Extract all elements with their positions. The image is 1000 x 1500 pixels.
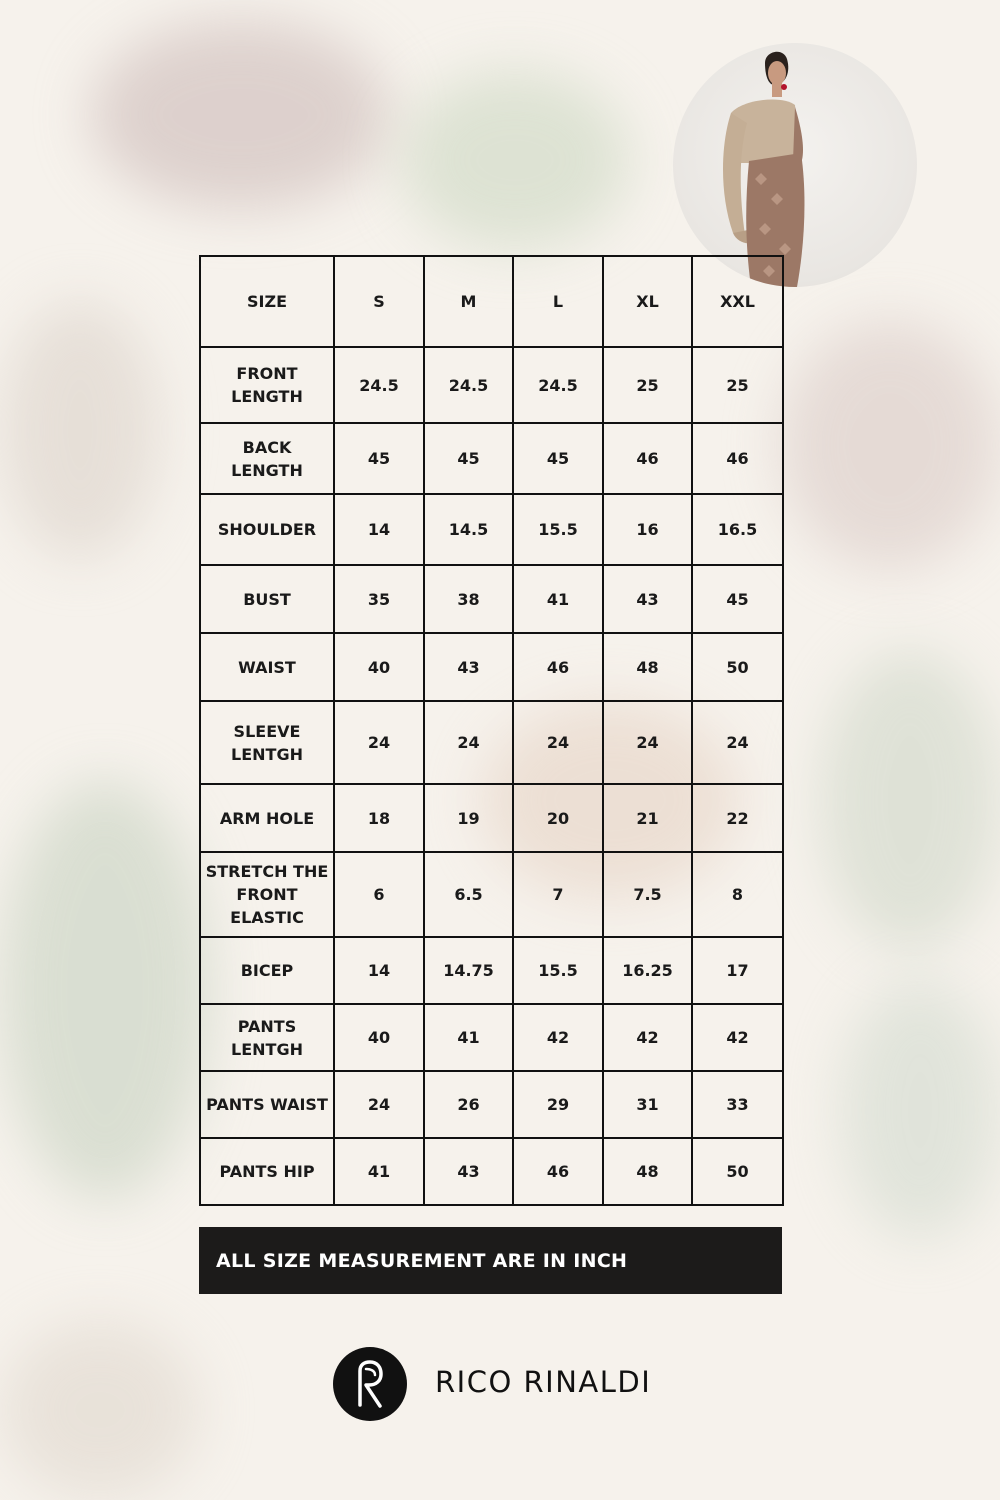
measurement-value: 46	[513, 633, 603, 701]
measurement-value: 25	[692, 347, 783, 423]
measurement-row	[200, 423, 783, 494]
measurement-row	[200, 1138, 783, 1205]
measurement-value: 24	[513, 701, 603, 784]
measurement-value: 16.25	[603, 937, 692, 1004]
measurement-value: 46	[513, 1138, 603, 1205]
size-header-cell: M	[424, 256, 513, 347]
brand-name: RICO RINALDI	[435, 1365, 652, 1399]
measurement-value: 15.5	[513, 937, 603, 1004]
measurement-value: 24	[692, 701, 783, 784]
measurement-value: 19	[424, 784, 513, 852]
size-header-cell: L	[513, 256, 603, 347]
measurement-value: 41	[334, 1138, 424, 1205]
model-photo	[673, 43, 917, 287]
measurement-value: 6	[334, 852, 424, 937]
measurement-label: PANTS HIP	[200, 1138, 334, 1205]
measurement-label: ARM HOLE	[200, 784, 334, 852]
measurement-value: 31	[603, 1071, 692, 1138]
measurement-value: 33	[692, 1071, 783, 1138]
measurement-value: 7.5	[603, 852, 692, 937]
measurement-value: 15.5	[513, 494, 603, 565]
measurement-value: 24.5	[424, 347, 513, 423]
measurement-label: FRONT LENGTH	[200, 347, 334, 423]
measurement-row	[200, 565, 783, 633]
measurement-value: 14	[334, 937, 424, 1004]
measurement-value: 35	[334, 565, 424, 633]
rico-rinaldi-monogram-icon	[333, 1347, 407, 1421]
size-header-cell: XXL	[692, 256, 783, 347]
measurement-value: 24	[603, 701, 692, 784]
measurement-value: 16.5	[692, 494, 783, 565]
measurement-value: 41	[424, 1004, 513, 1071]
measurement-value: 43	[424, 633, 513, 701]
measurement-value: 41	[513, 565, 603, 633]
measurement-value: 42	[692, 1004, 783, 1071]
measurement-label: SLEEVE LENTGH	[200, 701, 334, 784]
size-header-cell: S	[334, 256, 424, 347]
measurement-row	[200, 347, 783, 423]
measurement-value: 24.5	[513, 347, 603, 423]
measurement-row	[200, 1071, 783, 1138]
measurement-value: 42	[513, 1004, 603, 1071]
measurement-value: 38	[424, 565, 513, 633]
measurement-value: 48	[603, 1138, 692, 1205]
measurement-unit-note: ALL SIZE MEASUREMENT ARE IN INCH	[199, 1227, 782, 1294]
measurement-row	[200, 633, 783, 701]
measurement-value: 43	[603, 565, 692, 633]
measurement-label: PANTS LENTGH	[200, 1004, 334, 1071]
measurement-value: 8	[692, 852, 783, 937]
measurement-value: 14.75	[424, 937, 513, 1004]
measurement-label: BACK LENGTH	[200, 423, 334, 494]
measurement-row	[200, 1004, 783, 1071]
model-illustration	[673, 43, 917, 287]
measurement-value: 40	[334, 1004, 424, 1071]
measurement-value: 24	[334, 701, 424, 784]
measurement-value: 45	[513, 423, 603, 494]
measurement-label: PANTS WAIST	[200, 1071, 334, 1138]
measurement-row	[200, 494, 783, 565]
measurement-value: 14.5	[424, 494, 513, 565]
measurement-value: 6.5	[424, 852, 513, 937]
measurement-label: WAIST	[200, 633, 334, 701]
measurement-value: 20	[513, 784, 603, 852]
measurement-row	[200, 937, 783, 1004]
measurement-value: 26	[424, 1071, 513, 1138]
measurement-value: 24	[334, 1071, 424, 1138]
size-chart-body	[200, 256, 783, 1205]
measurement-value: 42	[603, 1004, 692, 1071]
size-header-row	[200, 256, 783, 347]
measurement-label: STRETCH THE FRONT ELASTIC	[200, 852, 334, 937]
measurement-value: 45	[692, 565, 783, 633]
measurement-value: 7	[513, 852, 603, 937]
measurement-value: 22	[692, 784, 783, 852]
measurement-value: 50	[692, 633, 783, 701]
measurement-value: 17	[692, 937, 783, 1004]
measurement-value: 45	[334, 423, 424, 494]
measurement-row	[200, 701, 783, 784]
measurement-label: BUST	[200, 565, 334, 633]
measurement-value: 29	[513, 1071, 603, 1138]
measurement-value: 45	[424, 423, 513, 494]
measurement-value: 43	[424, 1138, 513, 1205]
measurement-value: 18	[334, 784, 424, 852]
measurement-value: 16	[603, 494, 692, 565]
measurement-value: 24.5	[334, 347, 424, 423]
measurement-value: 24	[424, 701, 513, 784]
size-header-cell: XL	[603, 256, 692, 347]
measurement-value: 46	[603, 423, 692, 494]
measurement-row	[200, 784, 783, 852]
measurement-value: 21	[603, 784, 692, 852]
measurement-value: 46	[692, 423, 783, 494]
measurement-value: 40	[334, 633, 424, 701]
size-chart-table	[199, 255, 784, 1206]
measurement-label: SHOULDER	[200, 494, 334, 565]
measurement-value: 48	[603, 633, 692, 701]
measurement-label: BICEP	[200, 937, 334, 1004]
measurement-value: 25	[603, 347, 692, 423]
measurement-value: 50	[692, 1138, 783, 1205]
measurement-value: 14	[334, 494, 424, 565]
size-column-header: SIZE	[200, 256, 334, 347]
measurement-row	[200, 852, 783, 937]
